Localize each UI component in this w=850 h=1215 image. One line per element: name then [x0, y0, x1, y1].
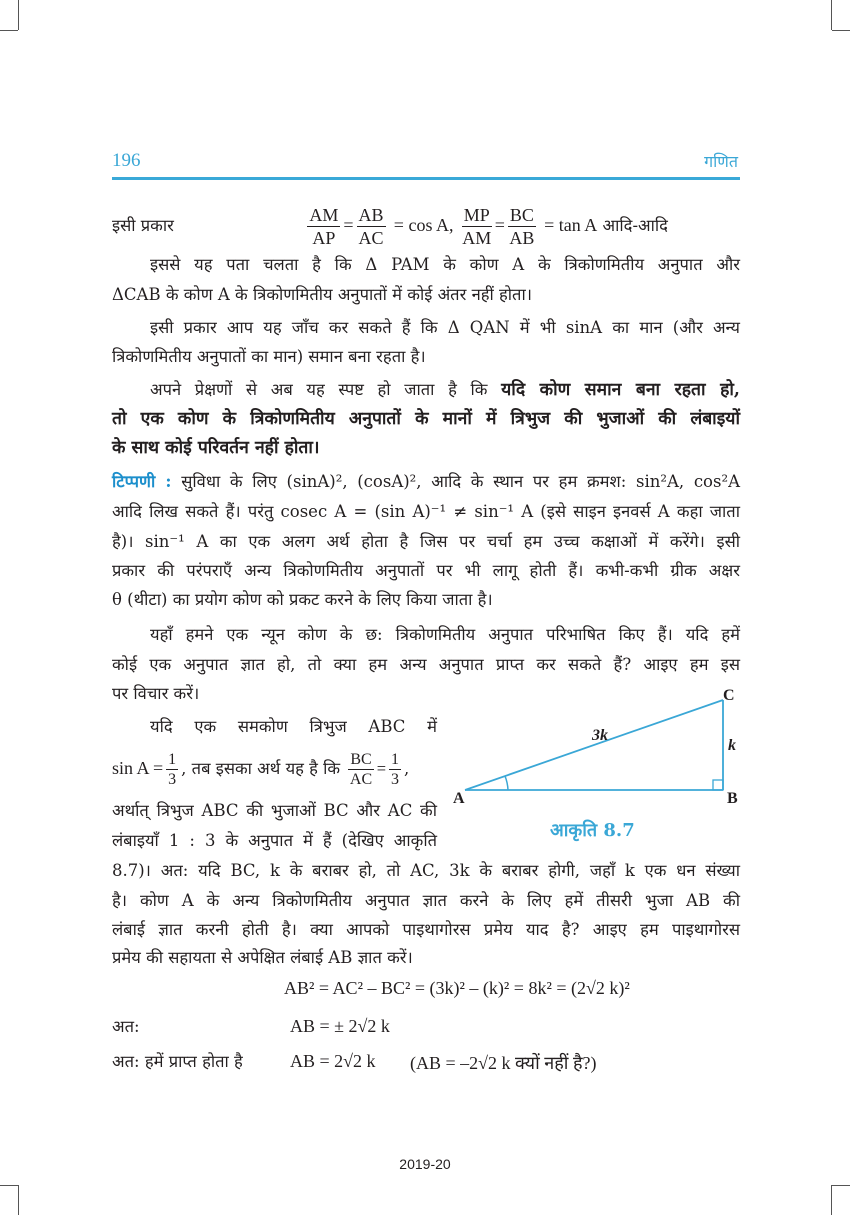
paragraph-line: यदि एक समकोण त्रिभुज ABC में — [150, 717, 437, 736]
crop-mark — [18, 0, 19, 30]
paragraph-line: इसी प्रकार आप यह जाँच कर सकते हैं कि Δ QAN में भी sinA का मान (और अन्य — [150, 318, 740, 337]
page-number: 196 — [112, 150, 141, 171]
footer-year: 2019-20 — [399, 1156, 451, 1172]
vertex-c-label: C — [723, 687, 735, 704]
equation-question: (AB = –2√2 k क्यों नहीं है?) — [410, 1053, 597, 1073]
tan-text: = tan A — [544, 215, 598, 235]
crop-mark — [0, 30, 18, 31]
ratio-line: इसी प्रकार $\frac{AM}{AP}$ = $\frac{AB}{AC}$ = cos A, $\frac{MP}{AM}$ = $\frac{BC}{AB}$ = tan A आदि-आदि — [112, 205, 668, 248]
paragraph-line: कोई एक अनुपात ज्ञात हो, तो क्या हम अन्य अनुपात प्राप्त कर सकते हैं? आइए हम इस — [112, 655, 740, 674]
cos-text: = cos A, — [393, 215, 454, 235]
paragraph-line: अपने प्रेक्षणों से अब यह स्पष्ट हो जाता है कि यदि कोण समान बना रहता हो, — [150, 380, 741, 400]
equation-final: AB = 2√2 k — [290, 1051, 376, 1071]
note-line: प्रकार की परंपराएँ अन्य त्रिकोणमितीय अनुपातों पर भी लागू होती हैं। कभी-कभी ग्रीक अक्षर — [112, 561, 740, 580]
paragraph-line: यहाँ हमने एक न्यून कोण के छ: त्रिकोणमितीय अनुपात परिभाषित किए हैं। यदि हमें — [150, 625, 740, 644]
crop-mark — [832, 1185, 850, 1186]
equation-ab: AB = ± 2√2 k — [290, 1016, 390, 1036]
sine-line: sin A = $\frac{1}{3}$ , तब इसका अर्थ यह है कि $\frac{BC}{AC}$ = $\frac{1}{3}$ , — [112, 751, 410, 788]
header-rule — [112, 177, 740, 180]
note-line: θ (थीटा) का प्रयोग कोण को प्रकट करने के लिए किया जाता है। — [112, 590, 493, 609]
ata-label: अत: — [112, 1017, 140, 1036]
paragraph-line: त्रिकोणमितीय अनुपातों का मान) समान बना रहता है। — [112, 347, 426, 366]
vertex-a-label: A — [453, 790, 465, 807]
triangle-figure — [450, 680, 750, 815]
crop-mark — [18, 1185, 19, 1215]
bold-statement: यदि कोण समान बना रहता हो, — [501, 380, 741, 400]
paragraph-line: इससे यह पता चलता है कि Δ PAM के कोण A के त्रिकोणमितीय अनुपात और — [150, 255, 740, 274]
equation-pythagoras: AB² = AC² – BC² = (3k)² – (k)² = 8k² = (2√2 k)² — [284, 978, 630, 998]
paragraph-line: लंबाइयाँ 1 : 3 के अनुपात में हैं (देखिए आकृति — [112, 831, 437, 850]
hypotenuse-ac — [465, 700, 723, 790]
crop-mark — [0, 1185, 18, 1186]
right-angle-mark — [713, 780, 723, 790]
crop-mark — [831, 1185, 832, 1215]
vertex-b-label: B — [727, 790, 738, 807]
fraction: $\frac{BC}{AB}$ — [509, 205, 535, 248]
ratio-lead: इसी प्रकार — [112, 216, 174, 235]
paragraph-line: है। कोण A के अन्य त्रिकोणमितीय अनुपात ज्ञात करने के लिए हमें तीसरी भुजा AB की — [112, 891, 740, 910]
angle-arc — [505, 776, 508, 790]
bold-statement: के साथ कोई परिवर्तन नहीं होता। — [112, 438, 320, 458]
paragraph-line: 8.7)। अत: यदि BC, k के बराबर हो, तो AC, 3k के बराबर होगी, जहाँ k एक धन संख्या — [112, 861, 740, 880]
subject-title: गणित — [704, 152, 738, 171]
note-line: टिप्पणी : सुविधा के लिए (sinA)², (cosA)², आदि के स्थान पर हम क्रमश: sin²A, cos²A — [112, 472, 740, 491]
side-bc-label: k — [728, 737, 736, 754]
ratio-tail: आदि-आदि — [602, 216, 668, 235]
paragraph-line: ΔCAB के कोण A के त्रिकोणमितीय अनुपातों में कोई अंतर नहीं होता। — [112, 285, 532, 304]
bold-statement: तो एक कोण के त्रिकोणमितीय अनुपातों के मानों में त्रिभुज की भुजाओं की लंबाइयों — [112, 409, 740, 429]
figure-caption: आकृति 8.7 — [550, 820, 635, 841]
fraction: $\frac{MP}{AM}$ — [462, 205, 492, 248]
fraction: $\frac{AB}{AC}$ — [358, 205, 384, 248]
paragraph-line: पर विचार करें। — [112, 684, 200, 703]
paragraph-line: लंबाई ज्ञात करनी होती है। क्या आपको पाइथागोरस प्रमेय याद है? आइए हम पाइथागोरस — [112, 920, 740, 939]
note-line: है)। sin⁻¹ A का एक अलग अर्थ होता है जिस पर चर्चा हम उच्च कक्षाओं में करेंगे। इसी — [112, 532, 740, 551]
crop-mark — [831, 0, 832, 30]
final-lead: अत: हमें प्राप्त होता है — [112, 1052, 243, 1071]
note-line: आदि लिख सकते हैं। परंतु cosec A = (sin A)⁻¹ ≠ sin⁻¹ A (इसे साइन इनवर्स A कहा जाता — [112, 502, 740, 521]
paragraph-line: अर्थात् त्रिभुज ABC की भुजाओं BC और AC की — [112, 801, 437, 820]
note-label: टिप्पणी : — [112, 472, 172, 491]
paragraph-line: प्रमेय की सहायता से अपेक्षित लंबाई AB ज्ञात करें। — [112, 948, 413, 967]
fraction: $\frac{AM}{AP}$ — [309, 205, 339, 248]
hypotenuse-label: 3k — [592, 727, 608, 744]
crop-mark — [832, 30, 850, 31]
